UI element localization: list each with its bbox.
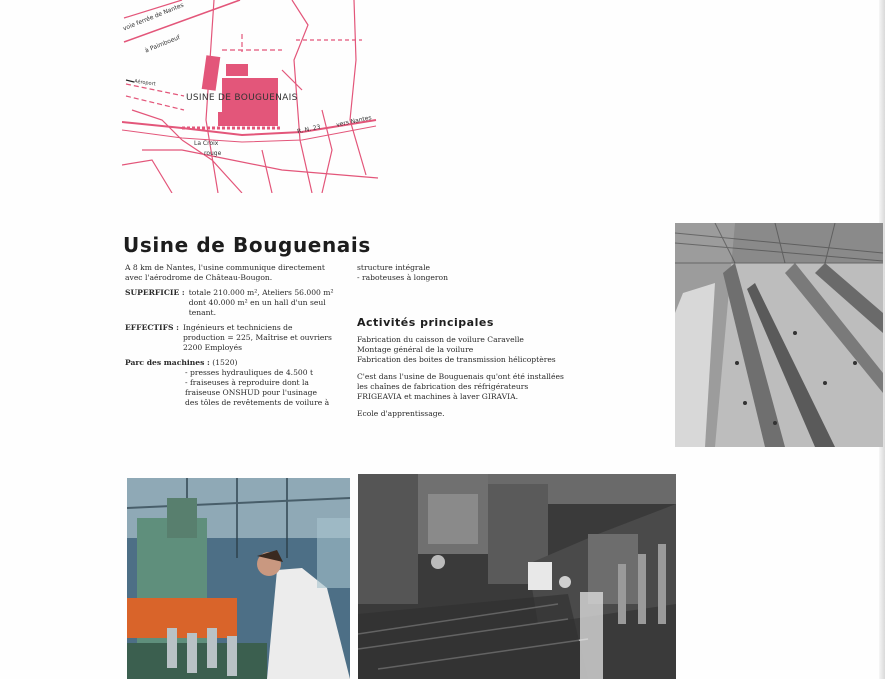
- location-map: [122, 0, 380, 193]
- frigeavia-paragraph: C'est dans l'usine de Bouguenais qu'ont été installées les chaînes de fabrication des réfrigérateurs FRIGEAVIA et machines à laver GIRAVIA.: [357, 372, 564, 401]
- activity-item: Fabrication du caisson de voilure Caravelle: [357, 335, 524, 344]
- map-label-airport: Aéroport: [133, 78, 156, 88]
- map-label-plant: USINE DE BOUGUENAIS: [186, 93, 298, 103]
- plant-buildings: [202, 55, 278, 126]
- effectifs-text: Ingénieurs et techniciens de production = 225, Maîtrise et ouvriers 2200 Employés: [182, 323, 332, 352]
- map-label-road: R. N. 23: [296, 123, 322, 136]
- map-label-place: La Croix: [194, 140, 219, 147]
- map-label-railway-dest: à Paimboeuf: [144, 34, 182, 55]
- parc-continuation: structure intégrale: [357, 263, 431, 272]
- production-line-image: [358, 474, 676, 679]
- effectifs-block: [125, 323, 335, 353]
- intro-paragraph: A 8 km de Nantes, l'usine communique directement avec l'aérodrome de Château-Bougon.: [125, 263, 325, 282]
- photo-production-line: [358, 474, 676, 679]
- map-label-railway: voie ferrée de Nantes: [122, 1, 185, 33]
- activity-item: Montage général de la voilure: [357, 345, 474, 354]
- activity-item: Fabrication des boites de transmission hélicoptères: [357, 355, 556, 364]
- hall-image: [675, 223, 883, 447]
- parc-label: Parc des machines :: [125, 358, 210, 367]
- parc-item: fraiseuse ONSHUD pour l'usinage: [185, 388, 317, 397]
- superficie-block: [125, 288, 335, 318]
- activities-heading: Activités principales: [357, 316, 494, 329]
- airport-marker: [126, 80, 134, 82]
- article-column-1: [125, 263, 335, 408]
- ecole-line: Ecole d'apprentissage.: [357, 409, 445, 418]
- map-label-place-2: rouge: [204, 150, 222, 157]
- parc-count: (1520): [212, 358, 238, 367]
- effectifs-label: EFFECTIFS :: [125, 323, 179, 332]
- photo-assembly-hall: [675, 223, 883, 447]
- photo-machine-shop: [127, 478, 350, 679]
- superficie-text: totale 210.000 m², Ateliers 56.000 m² dont 40.000 m² en un hall d'un seul tenant.: [188, 288, 334, 317]
- machine-shop-image: [127, 478, 350, 679]
- article-title: Usine de Bouguenais: [123, 233, 371, 257]
- parc-continuation-2: - raboteuses à longeron: [357, 273, 448, 282]
- parc-block: [125, 358, 335, 408]
- article-column-2: [357, 263, 567, 419]
- map-label-to-nantes: vers Nantes: [335, 114, 373, 129]
- parc-item: des tôles de revêtements de voilure à: [185, 398, 330, 407]
- parc-item: - presses hydrauliques de 4.500 t: [185, 368, 314, 377]
- parc-item: - fraiseuses à reproduire dont la: [185, 378, 309, 387]
- superficie-label: SUPERFICIE :: [125, 288, 185, 297]
- parc-list: [125, 368, 335, 408]
